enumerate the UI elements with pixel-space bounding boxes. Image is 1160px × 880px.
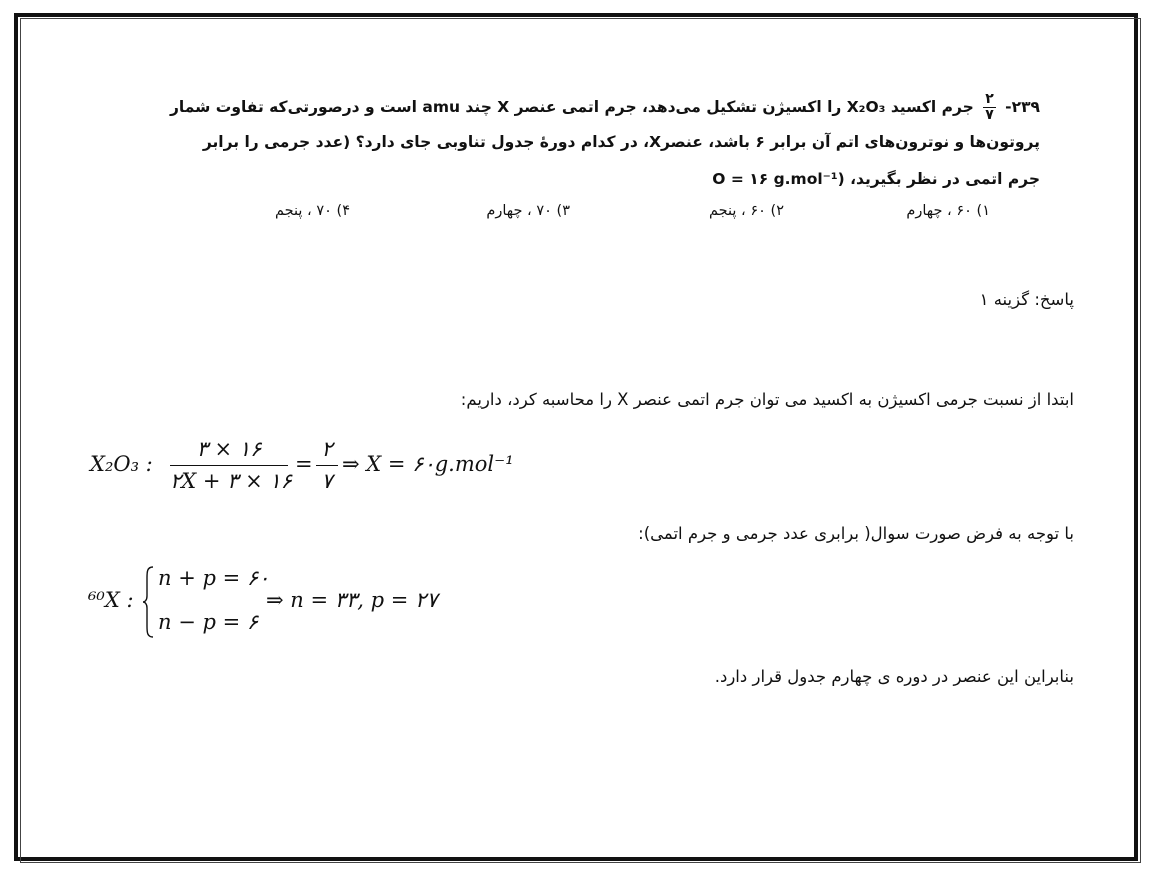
eq2-lhs: ⁶⁰X :: [88, 588, 134, 612]
question-line-3: جرم اتمی در نظر بگیرید، (O = ۱۶ g.mol⁻¹: [712, 170, 1040, 188]
question-line-2: پروتون‌ها و نوترون‌های اتم آن برابر ۶ باشد، عنصرX، در کدام دورهٔ جدول تناوبی جای دارد؟ (عدد جرمی را برابر: [202, 133, 1040, 151]
question-fraction-numerator: ۲: [985, 91, 994, 107]
question-number: ۲۳۹-: [1005, 98, 1040, 116]
eq1-result: ⇒ X = ۶۰g.mol⁻¹: [342, 452, 514, 476]
question-line-1: [170, 92, 1040, 123]
answer-conclusion: بنابراین این عنصر در دوره ی چهارم جدول قرار دارد.: [714, 667, 1074, 686]
question-line-1-text: جرم اکسید X₂O₃ را اکسیژن تشکیل می‌دهد، جرم اتمی عنصر X چند amu است و درصورتی‌که تفاوت شمار: [169, 98, 974, 116]
eq1-frac1-bar: [170, 465, 288, 466]
question-fraction: [983, 92, 996, 123]
option-2[interactable]: ۲) ۶۰ ، پنجم: [709, 203, 784, 219]
eq1-lhs: X₂O₃ :: [90, 452, 153, 476]
option-3[interactable]: ۳) ۷۰ ، چهارم: [486, 203, 570, 219]
left-brace-icon: [142, 566, 154, 638]
option-1[interactable]: ۱) ۶۰ ، چهارم: [906, 203, 990, 219]
eq2-result: ⇒ n = ۳۳, p = ۲۷: [266, 588, 438, 612]
eq1-frac2-numerator: ۲: [321, 437, 333, 461]
answer-options: [230, 203, 990, 225]
eq1-equals: =: [295, 452, 313, 476]
eq1-frac1-denominator: ۲X + ۳ × ۱۶: [170, 469, 292, 493]
eq1-frac2-denominator: ۷: [321, 469, 333, 493]
option-4[interactable]: ۴) ۷۰ ، پنجم: [275, 203, 350, 219]
answer-intro: ابتدا از نسبت جرمی اکسیژن به اکسید می توان جرم اتمی عنصر X را محاسبه کرد، داریم:: [460, 390, 1074, 409]
answer-label: پاسخ: گزینه ۱: [979, 290, 1074, 309]
eq1-fraction-1: [170, 437, 292, 497]
question-fraction-denominator: ۷: [985, 107, 994, 123]
eq1-frac1-numerator: ۳ × ۱۶: [196, 437, 262, 461]
answer-note: با توجه به فرض صورت سوال( برابری عدد جرمی و جرم اتمی):: [638, 524, 1074, 543]
eq2-row-2: n − p = ۶: [158, 610, 259, 634]
eq1-frac2-bar: [316, 465, 338, 466]
eq2-row-1: n + p = ۶۰: [158, 566, 270, 590]
eq1-fraction-2: [316, 437, 338, 497]
